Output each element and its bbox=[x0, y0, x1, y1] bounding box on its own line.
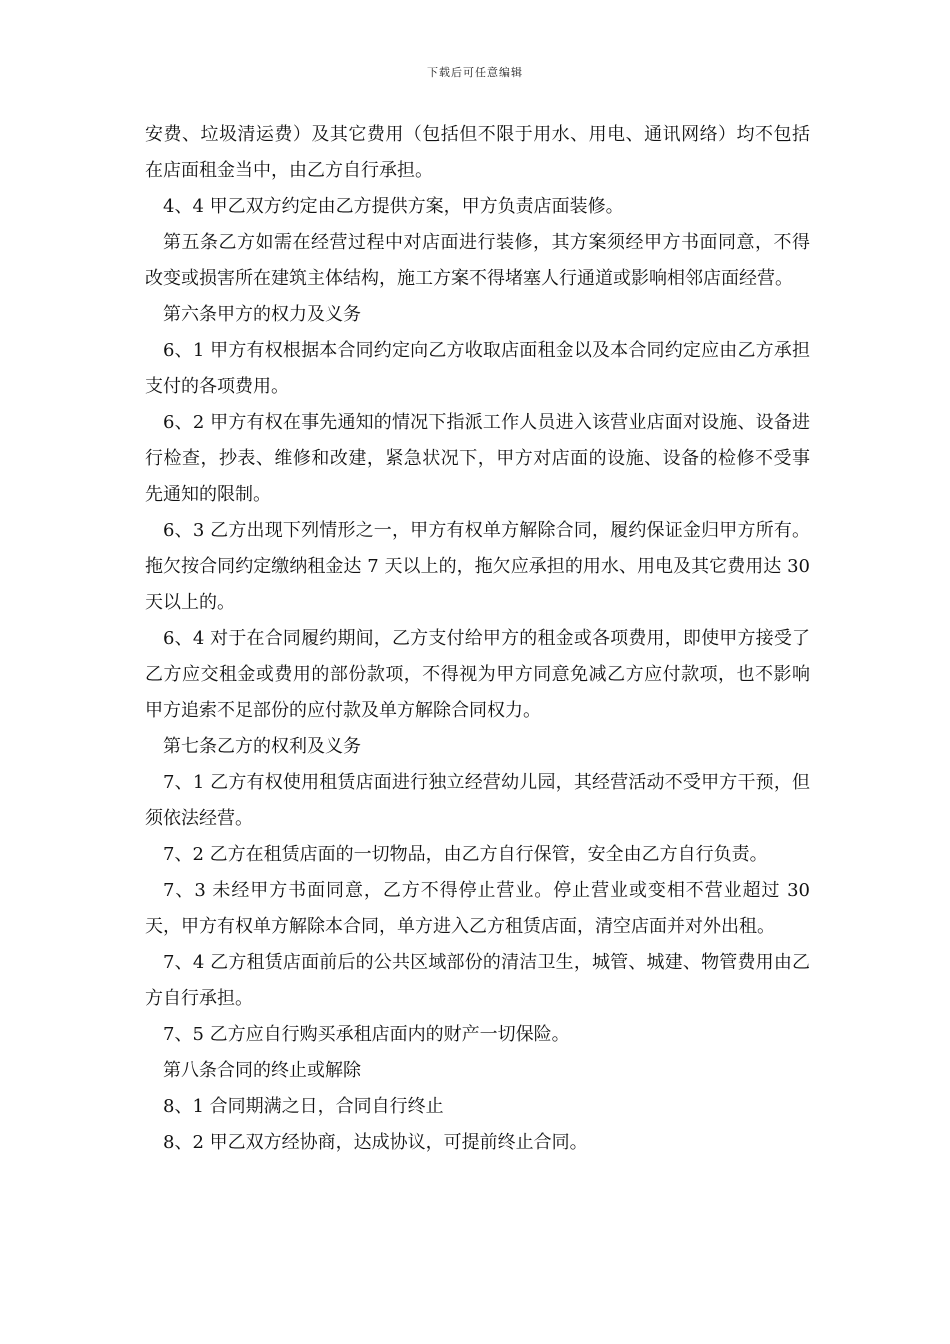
section-heading: 第七条乙方的权利及义务 bbox=[163, 736, 361, 757]
section-heading: 第六条甲方的权力及义务 bbox=[163, 304, 361, 325]
paragraph: 8、1 合同期满之日，合同自行终止 bbox=[163, 1096, 444, 1117]
paragraph: 6、3 乙方出现下列情形之一，甲方有权单方解除合同，履约保证金归甲方所有。拖欠按合同约定缴纳租金达 7 天以上的，拖欠应承担的用水、用电及其它费用达 30 天以上的。 bbox=[145, 520, 810, 613]
paragraph: 7、2 乙方在租赁店面的一切物品，由乙方自行保管，安全由乙方自行负责。 bbox=[163, 844, 768, 865]
paragraph: 第五条乙方如需在经营过程中对店面进行装修，其方案须经甲方书面同意，不得改变或损害所在建筑主体结构，施工方案不得堵塞人行通道或影响相邻店面经营。 bbox=[145, 232, 810, 289]
paragraph: 6、2 甲方有权在事先通知的情况下指派工作人员进入该营业店面对设施、设备进行检查，抄表、维修和改建，紧急状况下，甲方对店面的设施、设备的检修不受事先通知的限制。 bbox=[145, 412, 810, 505]
paragraph: 7、4 乙方租赁店面前后的公共区域部份的清洁卫生，城管、城建、物管费用由乙方自行承担。 bbox=[145, 952, 810, 1009]
paragraph: 6、4 对于在合同履约期间，乙方支付给甲方的租金或各项费用，即使甲方接受了乙方应交租金或费用的部份款项，不得视为甲方同意免减乙方应付款项，也不影响甲方追索不足部份的应付款及单方解除合同权力。 bbox=[145, 628, 810, 721]
paragraph: 7、3 未经甲方书面同意，乙方不得停止营业。停止营业或变相不营业超过 30 天，甲方有权单方解除本合同，单方进入乙方租赁店面，清空店面并对外出租。 bbox=[145, 880, 810, 937]
paragraph: 安费、垃圾清运费）及其它费用（包括但不限于用水、用电、通讯网络）均不包括在店面租金当中，由乙方自行承担。 bbox=[145, 124, 810, 181]
paragraph: 7、1 乙方有权使用租赁店面进行独立经营幼儿园，其经营活动不受甲方干预，但须依法经营。 bbox=[145, 772, 810, 829]
header-note: 下载后可任意编辑 bbox=[427, 66, 523, 79]
document-body bbox=[145, 117, 810, 1161]
paragraph: 8、2 甲乙双方经协商，达成协议，可提前终止合同。 bbox=[163, 1132, 588, 1153]
paragraph: 4、4 甲乙双方约定由乙方提供方案，甲方负责店面装修。 bbox=[163, 196, 624, 217]
paragraph: 6、1 甲方有权根据本合同约定向乙方收取店面租金以及本合同约定应由乙方承担支付的各项费用。 bbox=[145, 340, 810, 397]
paragraph: 7、5 乙方应自行购买承租店面内的财产一切保险。 bbox=[163, 1024, 570, 1045]
section-heading: 第八条合同的终止或解除 bbox=[163, 1060, 361, 1081]
